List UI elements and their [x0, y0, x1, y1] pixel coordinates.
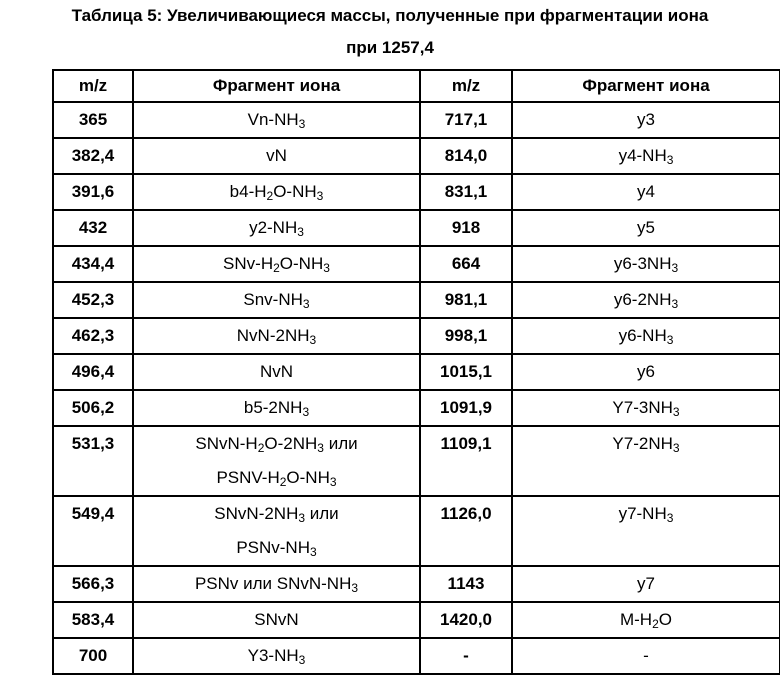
cell-mz-left: 382,4 [53, 138, 133, 174]
cell-mz-right: 1143 [420, 566, 512, 602]
cell-mz-right: 1015,1 [420, 354, 512, 390]
table-row [53, 390, 780, 426]
cell-fragment-left: SNvN-$H_2O-2NH_3$ или PSNV-$H_2O-NH_3$ [133, 426, 420, 496]
table-row [53, 638, 780, 674]
cell-mz-left: 452,3 [53, 282, 133, 318]
cell-mz-left: 434,4 [53, 246, 133, 282]
cell-mz-right: 981,1 [420, 282, 512, 318]
header-mz-left: m/z [53, 70, 133, 102]
cell-fragment-right: $y6-3NH_3$ [512, 246, 780, 282]
cell-mz-left: 506,2 [53, 390, 133, 426]
cell-fragment-left: SNv-$H_2O-NH_3$ [133, 246, 420, 282]
cell-fragment-left: $Vn-NH_3$ [133, 102, 420, 138]
cell-fragment-right: y6 [512, 354, 780, 390]
cell-mz-right: 664 [420, 246, 512, 282]
header-mz-right: m/z [420, 70, 512, 102]
cell-mz-left: 583,4 [53, 602, 133, 638]
table-caption-line2: при 1257,4 [346, 38, 434, 57]
cell-fragment-left: SNvN-$2NH_3$ или PSNv-$NH_3$ [133, 496, 420, 566]
cell-mz-left: 462,3 [53, 318, 133, 354]
cell-fragment-left: $Y3-NH_3$ [133, 638, 420, 674]
cell-mz-right: 918 [420, 210, 512, 246]
cell-fragment-right: $M-H_2O$ [512, 602, 780, 638]
table-row [53, 566, 780, 602]
cell-mz-left: 365 [53, 102, 133, 138]
cell-mz-right: 998,1 [420, 318, 512, 354]
cell-mz-right: 814,0 [420, 138, 512, 174]
cell-fragment-right: $y7-NH_3$ [512, 496, 780, 566]
table-row [53, 282, 780, 318]
header-row [53, 70, 780, 102]
cell-fragment-left: PSNv или SNvN-$NH_3$ [133, 566, 420, 602]
table-row [53, 318, 780, 354]
cell-fragment-left: vN [133, 138, 420, 174]
cell-mz-left: 700 [53, 638, 133, 674]
cell-fragment-right: y7 [512, 566, 780, 602]
cell-fragment-left: SNvN [133, 602, 420, 638]
table-row [53, 602, 780, 638]
cell-mz-left: 391,6 [53, 174, 133, 210]
cell-fragment-right: $y6-2NH_3$ [512, 282, 780, 318]
table-row [53, 210, 780, 246]
cell-mz-right: 831,1 [420, 174, 512, 210]
cell-mz-right: 1126,0 [420, 496, 512, 566]
cell-fragment-right: y4 [512, 174, 780, 210]
cell-mz-right: - [420, 638, 512, 674]
fragment-table [52, 69, 780, 675]
cell-mz-left: 549,4 [53, 496, 133, 566]
cell-fragment-left: NvN [133, 354, 420, 390]
table-row [53, 426, 780, 496]
table-row [53, 496, 780, 566]
cell-fragment-left: Snv-$NH_3$ [133, 282, 420, 318]
cell-mz-right: 717,1 [420, 102, 512, 138]
cell-mz-left: 531,3 [53, 426, 133, 496]
cell-mz-right: 1109,1 [420, 426, 512, 496]
cell-mz-left: 432 [53, 210, 133, 246]
table-row [53, 138, 780, 174]
cell-fragment-right: $Y7-2NH_3$ [512, 426, 780, 496]
table-row [53, 174, 780, 210]
header-fragment-right: Фрагмент иона [512, 70, 780, 102]
table-row [53, 102, 780, 138]
table-row [53, 246, 780, 282]
cell-fragment-right: y3 [512, 102, 780, 138]
cell-mz-left: 496,4 [53, 354, 133, 390]
cell-mz-right: 1420,0 [420, 602, 512, 638]
cell-fragment-right: $Y7-3NH_3$ [512, 390, 780, 426]
cell-mz-right: 1091,9 [420, 390, 512, 426]
cell-fragment-right: y5 [512, 210, 780, 246]
cell-fragment-right: $y6-NH_3$ [512, 318, 780, 354]
cell-fragment-left: $y2-NH_3$ [133, 210, 420, 246]
cell-fragment-right: $y4-NH_3$ [512, 138, 780, 174]
cell-mz-left: 566,3 [53, 566, 133, 602]
cell-fragment-left: NvN-$2NH_3$ [133, 318, 420, 354]
cell-fragment-left: $b4-H_2O-NH_3$ [133, 174, 420, 210]
cell-fragment-left: $b5-2NH_3$ [133, 390, 420, 426]
table-caption-line1: Таблица 5: Увеличивающиеся массы, полученные при фрагментации иона [71, 6, 709, 25]
header-fragment-left: Фрагмент иона [133, 70, 420, 102]
cell-fragment-right: - [512, 638, 780, 674]
table-row [53, 354, 780, 390]
